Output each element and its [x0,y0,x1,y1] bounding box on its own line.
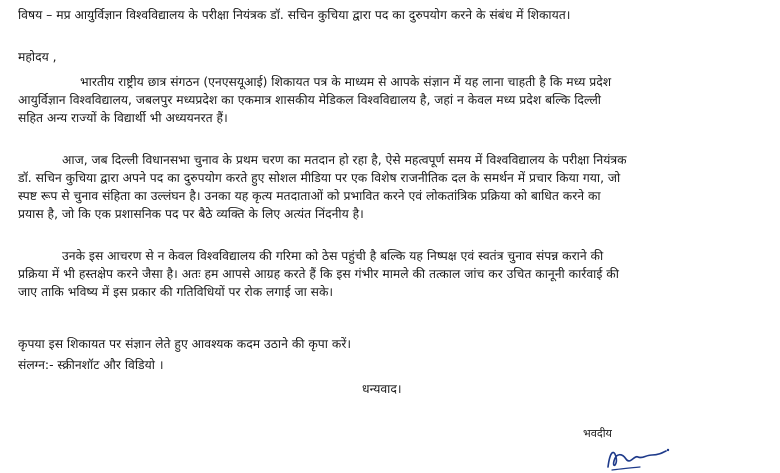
closing-line: भवदीय [583,427,612,440]
paragraph-2 [18,151,762,223]
paragraph-2-line-3: स्पष्ट रूप से चुनाव संहिता का उल्लंघन है। उनका यह कृत्य मतदाताओं को प्रभावित करने एवं लोकतांत्रिक प्रक्रिया को बाधित करने का [18,189,601,203]
paragraph-1-line-3: सहित अन्य राज्यों के विद्यार्थी भी अध्ययनरत हैं। [18,111,228,125]
paragraph-3-line-3: जाए ताकि भविष्य में इस प्रकार की गतिविधियों पर रोक लगाई जा सके। [18,285,334,299]
salutation: महोदय , [18,50,57,64]
subject-line: विषय – मप्र आयुर्विज्ञान विश्वविद्यालय के परीक्षा नियंत्रक डॉ. सचिन कुचिया द्वारा पद का दुरुपयोग करने के संबंध में शिकायत। [18,8,571,22]
paragraph-2-line-4: प्रयास है, जो कि एक प्रशासनिक पद पर बैठे व्यक्ति के लिए अत्यंत निंदनीय है। [18,207,364,221]
request-line: कृपया इस शिकायत पर संज्ञान लेते हुए आवश्यक कदम उठाने की कृपा करें। [18,337,352,351]
signature-scribble [600,443,680,473]
paragraph-2-line-2: डॉ. सचिन कुचिया द्वारा अपने पद का दुरुपयोग करते हुए सोशल मीडिया पर एक विशेष राजनीतिक दल के समर्थन में प्रचार किया गया, जो [18,171,621,185]
thanks-line: धन्यवाद। [362,382,402,396]
paragraph-2-line-1: आज, जब दिल्ली विधानसभा चुनाव के प्रथम चरण का मतदान हो रहा है, ऐसे महत्वपूर्ण समय में विश्वविद्यालय के परीक्षा नियंत्रक [62,153,627,167]
paragraph-3-line-1: उनके इस आचरण से न केवल विश्वविद्यालय की गरिमा को ठेस पहुंची है बल्कि यह निष्पक्ष एवं स्वतंत्र चुनाव संपन्न कराने की [62,249,604,263]
paragraph-1-line-2: आयुर्विज्ञान विश्वविद्यालय, जबलपुर मध्यप्रदेश का एकमात्र शासकीय मेडिकल विश्वविद्यालय है, जहां न केवल मध्य प्रदेश बल्कि दिल्ली [18,93,601,107]
attachment-line: संलग्न:- स्क्रीनशॉट और विडियो । [18,358,164,372]
paragraph-1-line-1: भारतीय राष्ट्रीय छात्र संगठन (एनएसयूआई) शिकायत पत्र के माध्यम से आपके संज्ञान में यह लाना चाहती है कि मध्य प्रदेश [80,75,612,89]
paragraph-3-line-2: प्रक्रिया में भी हस्तक्षेप करने जैसा है। अतः हम आपसे आग्रह करते हैं कि इस गंभीर मामले की तत्काल जांच कर उचित कानूनी कार्रवाई की [18,267,619,281]
paragraph-1 [18,73,762,127]
paragraph-3 [18,247,762,301]
